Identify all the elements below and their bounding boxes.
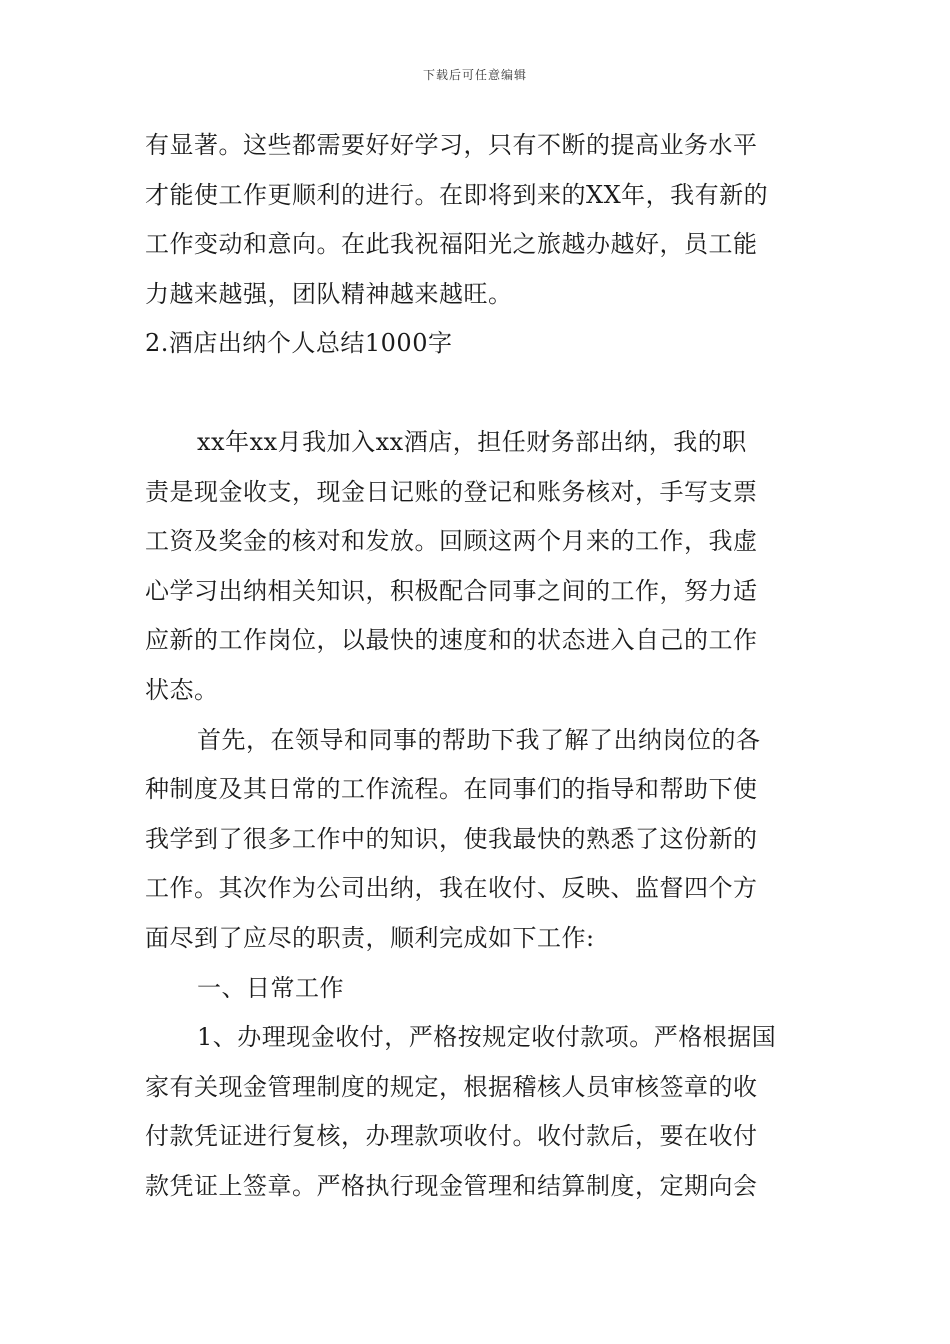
document-body bbox=[145, 121, 807, 1211]
section-heading: 2.酒店出纳个人总结1000字 bbox=[145, 329, 453, 358]
text-line: 责是现金收支，现金日记账的登记和账务核对，手写支票 bbox=[145, 477, 758, 506]
text-line: 首先，在领导和同事的帮助下我了解了出纳岗位的各 bbox=[197, 725, 761, 754]
spacer bbox=[145, 369, 807, 418]
text-line: 状态。 bbox=[145, 675, 219, 704]
text-line: 心学习出纳相关知识，积极配合同事之间的工作，努力适 bbox=[145, 576, 758, 605]
text-line: xx年xx月我加入xx酒店，担任财务部出纳，我的职 bbox=[197, 427, 747, 456]
subsection-heading: 一、日常工作 bbox=[197, 973, 344, 1002]
text-line: 有显著。这些都需要好好学习，只有不断的提高业务水平 bbox=[145, 131, 758, 159]
text-line: 应新的工作岗位，以最快的速度和的状态进入自己的工作 bbox=[145, 626, 758, 655]
text-line: 1、办理现金收付，严格按规定收付款项。严格根据国 bbox=[197, 1023, 777, 1052]
text-line: 工作。其次作为公司出纳，我在收付、反映、监督四个方 bbox=[145, 874, 758, 903]
text-line: 才能使工作更顺利的进行。在即将到来的XX年，我有新的 bbox=[145, 180, 769, 209]
text-line: 款凭证上签章。严格执行现金管理和结算制度，定期向会 bbox=[145, 1171, 758, 1200]
text-line: 我学到了很多工作中的知识，使我最快的熟悉了这份新的 bbox=[145, 824, 758, 853]
text-line: 面尽到了应尽的职责，顺利完成如下工作: bbox=[145, 923, 595, 952]
text-line: 工作变动和意向。在此我祝福阳光之旅越办越好，员工能 bbox=[145, 230, 758, 259]
text-line: 工资及奖金的核对和发放。回顾这两个月来的工作，我虚 bbox=[145, 527, 758, 556]
text-line: 家有关现金管理制度的规定，根据稽核人员审核签章的收 bbox=[145, 1072, 758, 1101]
text-line: 种制度及其日常的工作流程。在同事们的指导和帮助下使 bbox=[145, 775, 758, 804]
text-line: 付款凭证进行复核，办理款项收付。收付款后，要在收付 bbox=[145, 1122, 758, 1151]
text-line: 力越来越强，团队精神越来越旺。 bbox=[145, 279, 513, 308]
page-header: 下载后可任意编辑 bbox=[422, 68, 527, 82]
